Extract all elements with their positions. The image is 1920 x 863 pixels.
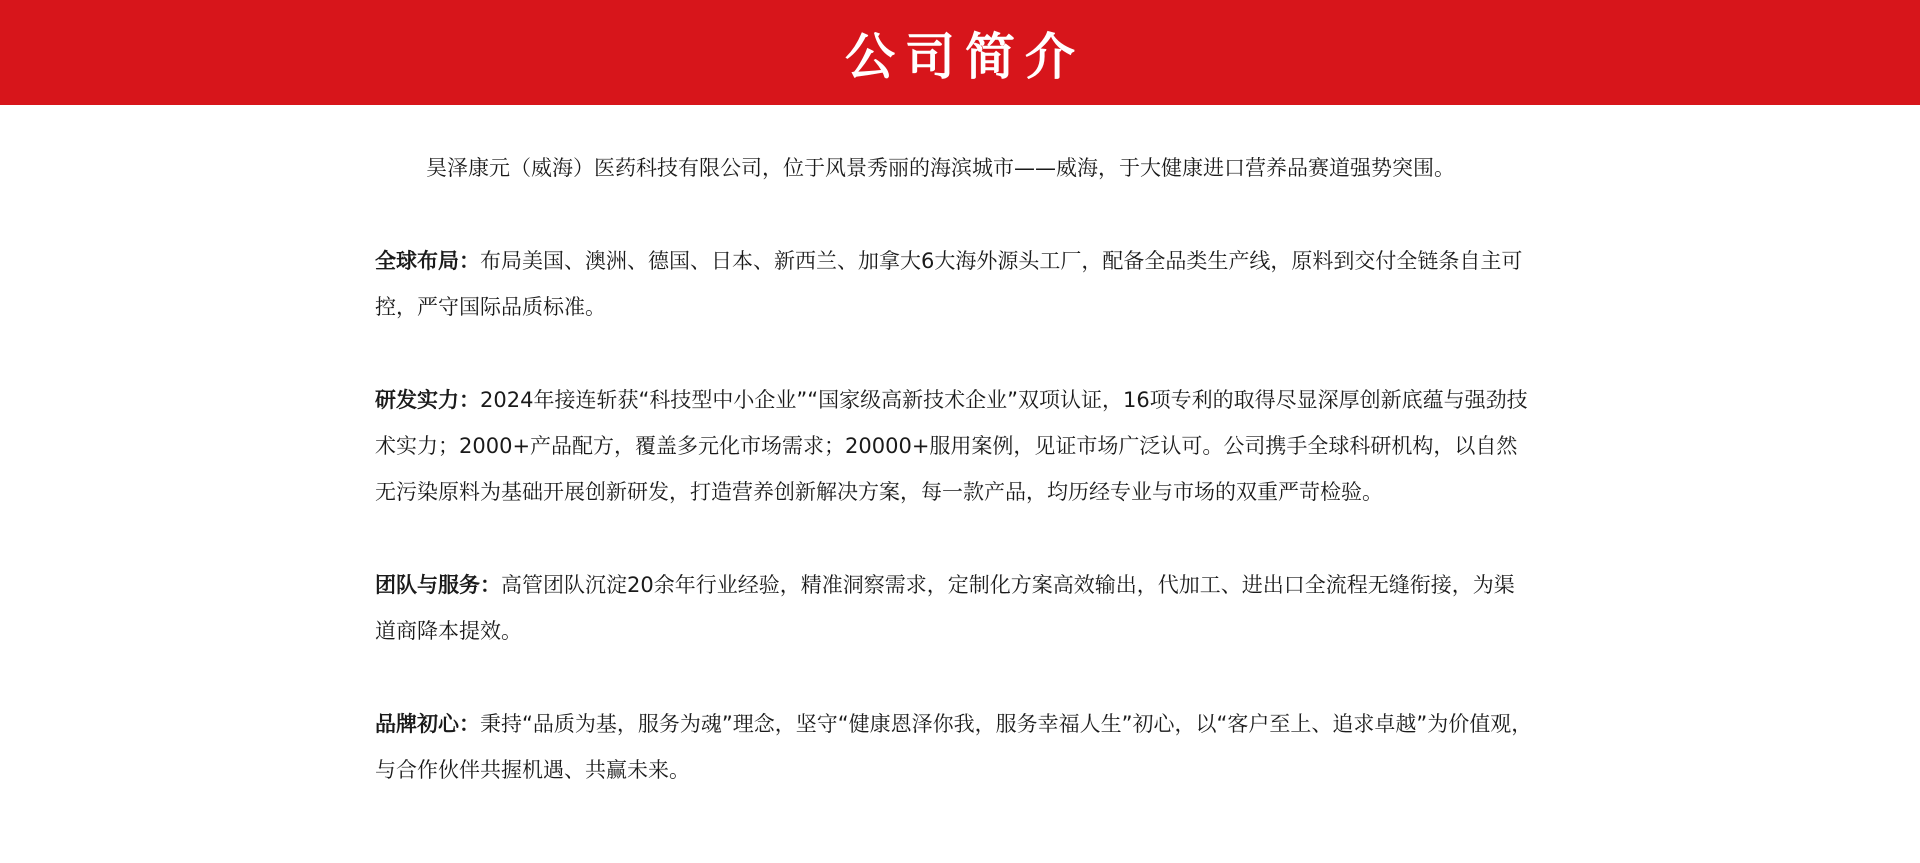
section-label: 全球布局：: [375, 249, 480, 273]
section-brand-mission: [375, 701, 1535, 793]
section-text: 高管团队沉淀20余年行业经验，精准洞察需求，定制化方案高效输出，代加工、进出口全流程无缝衔接，为渠道商降本提效。: [375, 573, 1515, 643]
section-text: 布局美国、澳洲、德国、日本、新西兰、加拿大6大海外源头工厂，配备全品类生产线，原料到交付全链条自主可控，严守国际品质标准。: [375, 249, 1523, 319]
section-label: 研发实力：: [375, 388, 480, 412]
header-banner: [0, 0, 1920, 105]
section-label: 品牌初心：: [375, 712, 480, 736]
section-label: 团队与服务：: [375, 573, 501, 597]
section-text: 秉持“品质为基，服务为魂”理念，坚守“健康恩泽你我，服务幸福人生”初心，以“客户至上、追求卓越”为价值观，与合作伙伴共握机遇、共赢未来。: [375, 712, 1533, 782]
section-rd-strength: [375, 377, 1535, 515]
page-title: 公司简介: [845, 27, 1085, 86]
company-profile-content: [375, 145, 1535, 840]
section-team-service: [375, 562, 1535, 654]
section-text: 2024年接连斩获“科技型中小企业”“国家级高新技术企业”双项认证，16项专利的取得尽显深厚创新底蕴与强劲技术实力；2000+产品配方，覆盖多元化市场需求；20000+服用案例，见证市场广泛认可。公司携手全球科研机构，以自然无污染原料为基础开展创新研发，打造营养创新解决方案，每一款产品，均历经专业与市场的双重严苛检验。: [375, 388, 1528, 504]
intro-paragraph: 昊泽康元（威海）医药科技有限公司，位于风景秀丽的海滨城市——威海，于大健康进口营养品赛道强势突围。: [426, 156, 1455, 180]
section-global-layout: [375, 238, 1535, 330]
